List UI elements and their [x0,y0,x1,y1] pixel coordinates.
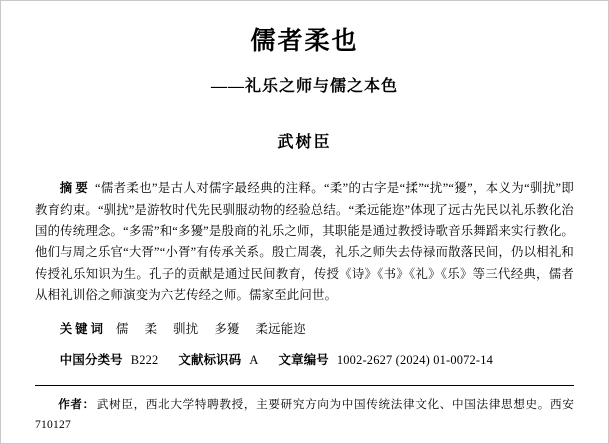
footnote-label: 作者： [58,398,95,412]
keyword-item: 柔远能迩 [255,322,306,337]
article-id-label: 文章编号 [278,353,329,368]
keywords-section [35,319,574,340]
author-footnote [35,395,574,434]
keyword-item: 多獶 [214,322,240,337]
clc-label: 中国分类号 [59,353,123,368]
keyword-item: 驯扰 [173,322,199,337]
footnote-text: 武树臣，西北大学特聘教授，主要研究方向为中国传统法律文化、中国法律思想史。西安 710127 [35,398,574,432]
page-subtitle: ——礼乐之师与儒之本色 [210,78,398,95]
doc-code-value: A [249,353,259,368]
clc-value: B222 [130,353,159,368]
classification-section [35,350,574,371]
keywords-label: 关键词 [59,322,106,337]
doc-code-label: 文献标识码 [178,353,242,368]
abstract-text: “儒者柔也”是古人对儒字最经典的注释。“柔”的古字是“揉”“扰”“獶”，本义为“驯扰”即教育约束。“驯扰”是游牧时代先民驯服动物的经验总结。“柔远能迩”体现了远古先民以礼乐教化治国的传统理念。“多需”和“多獶”是殷商的礼乐之师，其职能是通过教授诗歌音乐舞蹈来实行教化。他们与周之乐官“大胥”“小胥”有传承关系。殷亡周袭，礼乐之师失去侍禄而散落民间，仍以相礼和传授礼乐知识为生。孔子的贡献是通过民间教育，传授《诗》《书》《礼》《乐》等三代经典，儒者从相礼训俗之师演变为六艺传经之师。儒家至此问世。 [35,181,575,302]
author-name: 武树臣 [277,134,332,152]
keyword-item: 儒 [115,322,129,337]
page-title: 儒者柔也 [250,28,359,55]
keyword-item: 柔 [144,322,158,337]
abstract-section [35,178,574,306]
article-id-value: 1002-2627 (2024) 01-0072-14 [336,353,494,368]
abstract-label: 摘要 [59,181,91,196]
footnote-divider [35,385,574,386]
